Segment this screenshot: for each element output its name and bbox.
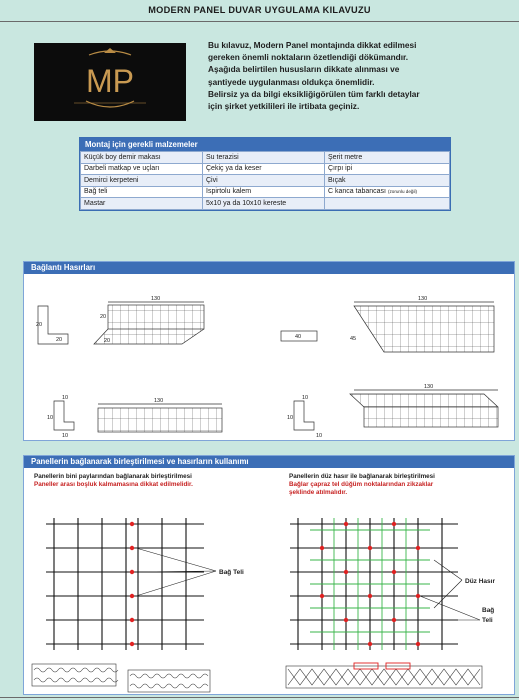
dimension-label: 10 — [302, 395, 309, 401]
table-row — [81, 186, 450, 198]
tie-wire-point — [344, 522, 348, 526]
dimension-label: 20 — [104, 338, 111, 344]
tie-wire-point — [130, 594, 134, 598]
l-profile-shape — [54, 401, 74, 430]
tie-wire-point — [320, 546, 324, 550]
tie-wire-point — [130, 618, 134, 622]
mesh-panel — [364, 407, 498, 427]
tie-wire-point — [368, 594, 372, 598]
logo-letters: MP — [86, 63, 134, 99]
angled-mesh-panel — [354, 306, 494, 352]
table-cell: 5x10 ya da 10x10 kereste — [203, 198, 325, 210]
tie-wire-point — [416, 594, 420, 598]
dimension-label: 10 — [62, 395, 69, 401]
table-cell: Çırpı ipi — [325, 163, 450, 175]
dimension-label: 130 — [154, 398, 164, 404]
dimension-label: 130 — [151, 296, 161, 302]
dimension-label: 10 — [316, 433, 323, 439]
intro-line: şantiyede uygulanması oldukça önemlidir. — [208, 76, 375, 87]
table-row — [81, 152, 450, 164]
dimension-label: 45 — [350, 336, 357, 342]
logo-mark — [34, 43, 186, 121]
left-panel-section-view — [32, 664, 210, 692]
tie-wire-point — [320, 594, 324, 598]
intro-text — [208, 39, 508, 112]
table-row — [81, 198, 450, 210]
dimension-label: 40 — [295, 334, 302, 340]
intro-line: Aşağıda belirtilen hususların dikkate alınması ve — [208, 64, 400, 75]
table-cell: Çekiç ya da keser — [203, 163, 325, 175]
intro-line: Bu kılavuz, Modern Panel montajında dikkat edilmesi — [208, 40, 417, 50]
right-note-line: şeklinde atılmalıdır. — [289, 489, 348, 496]
table-row — [81, 163, 450, 175]
tie-wire-point — [130, 570, 134, 574]
right-note-line: Bağlar çapraz tel düğüm noktalarından zikzaklar — [289, 481, 434, 488]
company-logo — [34, 43, 186, 121]
tie-wire-point — [130, 642, 134, 646]
tie-wire-label: Bağ — [482, 607, 495, 614]
dimension-label: 130 — [418, 296, 428, 302]
mesh-panel — [98, 408, 222, 432]
l-profile-shape — [294, 401, 314, 430]
section-heading: Panellerin bağlanarak birleştirilmesi ve hasırların kullanımı — [24, 456, 514, 468]
dimension-label: 10 — [47, 415, 54, 421]
optional-note: (zorunlu değil) — [387, 189, 418, 195]
footer-divider — [0, 697, 519, 698]
table-cell — [325, 186, 450, 198]
dimension-label: 20 — [100, 314, 107, 320]
right-title: Panellerin düz hasır ile bağlanarak birleştirilmesi — [289, 473, 435, 480]
tie-wire-point — [368, 546, 372, 550]
tie-wire-point — [392, 570, 396, 574]
panel-joining-section — [23, 455, 515, 695]
tie-wire-point — [130, 522, 134, 526]
intro-line: için şirket yetkilileri ile irtibata geçiniz. — [208, 101, 360, 112]
table-cell: Bağ teli — [81, 186, 203, 198]
left-note: Paneller arası boşluk kalmamasına dikkat edilmelidir. — [34, 481, 193, 488]
table-cell: Şerit metre — [325, 152, 450, 164]
connection-mesh-section — [23, 261, 515, 441]
intro-line: gereken önemli noktaların özetlendiği dökümandır. — [208, 52, 409, 63]
right-panel-section-view — [286, 666, 482, 688]
dimension-label: 130 — [424, 384, 434, 390]
table-cell: Küçük boy demir makası — [81, 152, 203, 164]
dimension-label: 10 — [287, 415, 294, 421]
dimension-label: 20 — [36, 322, 43, 328]
table-cell: Çivi — [203, 175, 325, 187]
tie-wire-label: Teli — [482, 617, 493, 624]
tie-wire-point — [392, 522, 396, 526]
l-profile-shape — [38, 306, 68, 344]
tie-wire-point — [416, 546, 420, 550]
connection-mesh-drawings — [24, 274, 514, 440]
tie-wire-point — [416, 642, 420, 646]
dimension-label: 10 — [62, 433, 69, 439]
left-title: Panellerin bini paylarından bağlanarak birleştirilmesi — [34, 473, 192, 480]
tie-wire-label: Bağ Teli — [219, 569, 244, 576]
table-cell — [325, 198, 450, 210]
table-row — [81, 175, 450, 187]
left-panel-grid — [46, 518, 204, 650]
table-cell-text: C kanca tabancası — [328, 188, 386, 196]
table-cell: Bıçak — [325, 175, 450, 187]
table-cell: Darbeli matkap ve uçları — [81, 163, 203, 175]
panel-joining-drawings — [24, 468, 514, 694]
table-cell: Demirci kerpeteni — [81, 175, 203, 187]
flat-mesh-label: Düz Hasır — [465, 578, 495, 585]
dimension-label: 20 — [56, 337, 63, 343]
mesh-panel — [108, 305, 204, 329]
tie-wire-point — [344, 570, 348, 574]
section-heading: Bağlantı Hasırları — [24, 262, 514, 274]
intro-line: Belirsiz ya da bilgi eksikliğigörülen tüm farklı detaylar — [208, 88, 420, 99]
table-cell: Su terazisi — [203, 152, 325, 164]
materials-heading: Montaj için gerekli malzemeler — [80, 138, 450, 151]
table-cell: İspirtolu kalem — [203, 186, 325, 198]
materials-table — [79, 137, 451, 211]
table-cell: Mastar — [81, 198, 203, 210]
tie-wire-point — [130, 546, 134, 550]
tie-wire-point — [344, 618, 348, 622]
tie-wire-point — [392, 618, 396, 622]
page-title: MODERN PANEL DUVAR UYGULAMA KILAVUZU — [0, 0, 519, 22]
tie-wire-point — [368, 642, 372, 646]
